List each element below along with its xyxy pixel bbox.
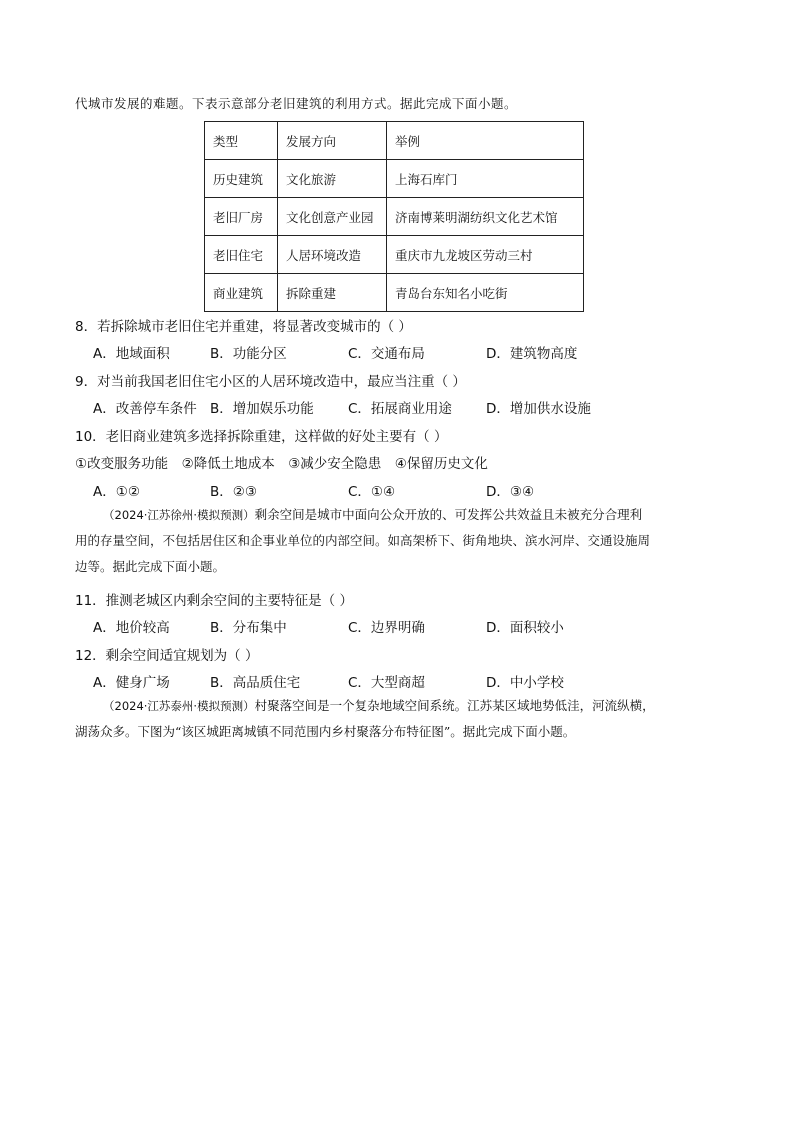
question-12-option-d: D．中小学校: [486, 675, 564, 691]
intro-line: 代城市发展的难题。下表示意部分老旧建筑的利用方式。据此完成下面小题。: [75, 96, 518, 111]
question-10-statements: ①改变服务功能 ②降低土地成本 ③减少安全隐患 ④保留历史文化: [75, 456, 488, 472]
passage-1-line-2: 用的存量空间，不包括居住区和企事业单位的内部空间。如高架桥下、街角地块、滨水河岸、交通设施周: [75, 533, 651, 548]
table-cell: 上海石库门: [387, 160, 584, 198]
table-header-row: [205, 122, 584, 160]
question-11-option-b: B．分布集中: [210, 620, 287, 636]
table-cell: 重庆市九龙坡区劳动三村: [387, 236, 584, 274]
question-9-option-c: C．拓展商业用途: [348, 401, 452, 417]
question-10-stem: 10．老旧商业建筑多选择拆除重建，这样做的好处主要有（ ）: [75, 429, 448, 445]
passage-2-line-2: 湖荡众多。下图为“该区城距离城镇不同范围内乡村聚落分布特征图”。据此完成下面小题。: [75, 724, 576, 739]
table-cell: 文化创意产业园: [278, 198, 387, 236]
table-cell: 青岛台东知名小吃街: [387, 274, 584, 312]
question-12-option-c: C．大型商超: [348, 675, 425, 691]
passage-1-line-1: [75, 502, 720, 528]
table-header-cell: 举例: [387, 122, 584, 160]
passage-1-source: （2024·江苏徐州·模拟预测）: [103, 508, 255, 522]
question-9-stem: 9．对当前我国老旧住宅小区的人居环境改造中，最应当注重（ ）: [75, 374, 466, 390]
passage-1-line-3: 边等。据此完成下面小题。: [75, 559, 226, 574]
question-12-stem: 12．剩余空间适宜规划为（ ）: [75, 648, 259, 664]
question-10-option-b: B．②③: [210, 484, 257, 500]
passage-2-text: 村聚落空间是一个复杂地域空间系统。江苏某区域地势低洼，河流纵横，: [254, 698, 655, 713]
question-8-stem: 8．若拆除城市老旧住宅并重建，将显著改变城市的（ ）: [75, 319, 412, 335]
question-10-option-a: A．①②: [93, 484, 140, 500]
passage-2-line-1: [75, 693, 720, 719]
question-8-option-c: C．交通布局: [348, 346, 425, 362]
table-header-cell: 发展方向: [278, 122, 387, 160]
question-10-option-c: C．①④: [348, 484, 396, 500]
building-usage-table: [204, 121, 584, 312]
table-cell: 老旧厂房: [205, 198, 278, 236]
table-cell: 历史建筑: [205, 160, 278, 198]
question-12-option-b: B．高品质住宅: [210, 675, 301, 691]
table-row: [205, 160, 584, 198]
table-cell: 济南博莱明湖纺织文化艺术馆: [387, 198, 584, 236]
table-row: [205, 274, 584, 312]
passage-2: [75, 693, 720, 745]
question-8-option-d: D．建筑物高度: [486, 346, 578, 362]
table-cell: 商业建筑: [205, 274, 278, 312]
question-8-option-a: A．地域面积: [93, 346, 170, 362]
question-11-option-a: A．地价较高: [93, 620, 170, 636]
table-header-cell: 类型: [205, 122, 278, 160]
question-10-option-d: D．③④: [486, 484, 535, 500]
passage-1-text: 剩余空间是城市中面向公众开放的、可发挥公共效益且未被充分合理利: [254, 507, 643, 522]
table-cell: 拆除重建: [278, 274, 387, 312]
table-cell: 文化旅游: [278, 160, 387, 198]
question-8-option-b: B．功能分区: [210, 346, 287, 362]
table-row: [205, 198, 584, 236]
question-9-option-a: A．改善停车条件: [93, 401, 197, 417]
table-cell: 人居环境改造: [278, 236, 387, 274]
question-11-option-c: C．边界明确: [348, 620, 425, 636]
table-row: [205, 236, 584, 274]
question-11-stem: 11．推测老城区内剩余空间的主要特征是（ ）: [75, 593, 353, 609]
question-12-option-a: A．健身广场: [93, 675, 170, 691]
question-9-option-b: B．增加娱乐功能: [210, 401, 314, 417]
passage-1: [75, 502, 720, 580]
passage-2-source: （2024·江苏泰州·模拟预测）: [103, 699, 255, 713]
table-cell: 老旧住宅: [205, 236, 278, 274]
question-11-option-d: D．面积较小: [486, 620, 564, 636]
question-9-option-d: D．增加供水设施: [486, 401, 591, 417]
